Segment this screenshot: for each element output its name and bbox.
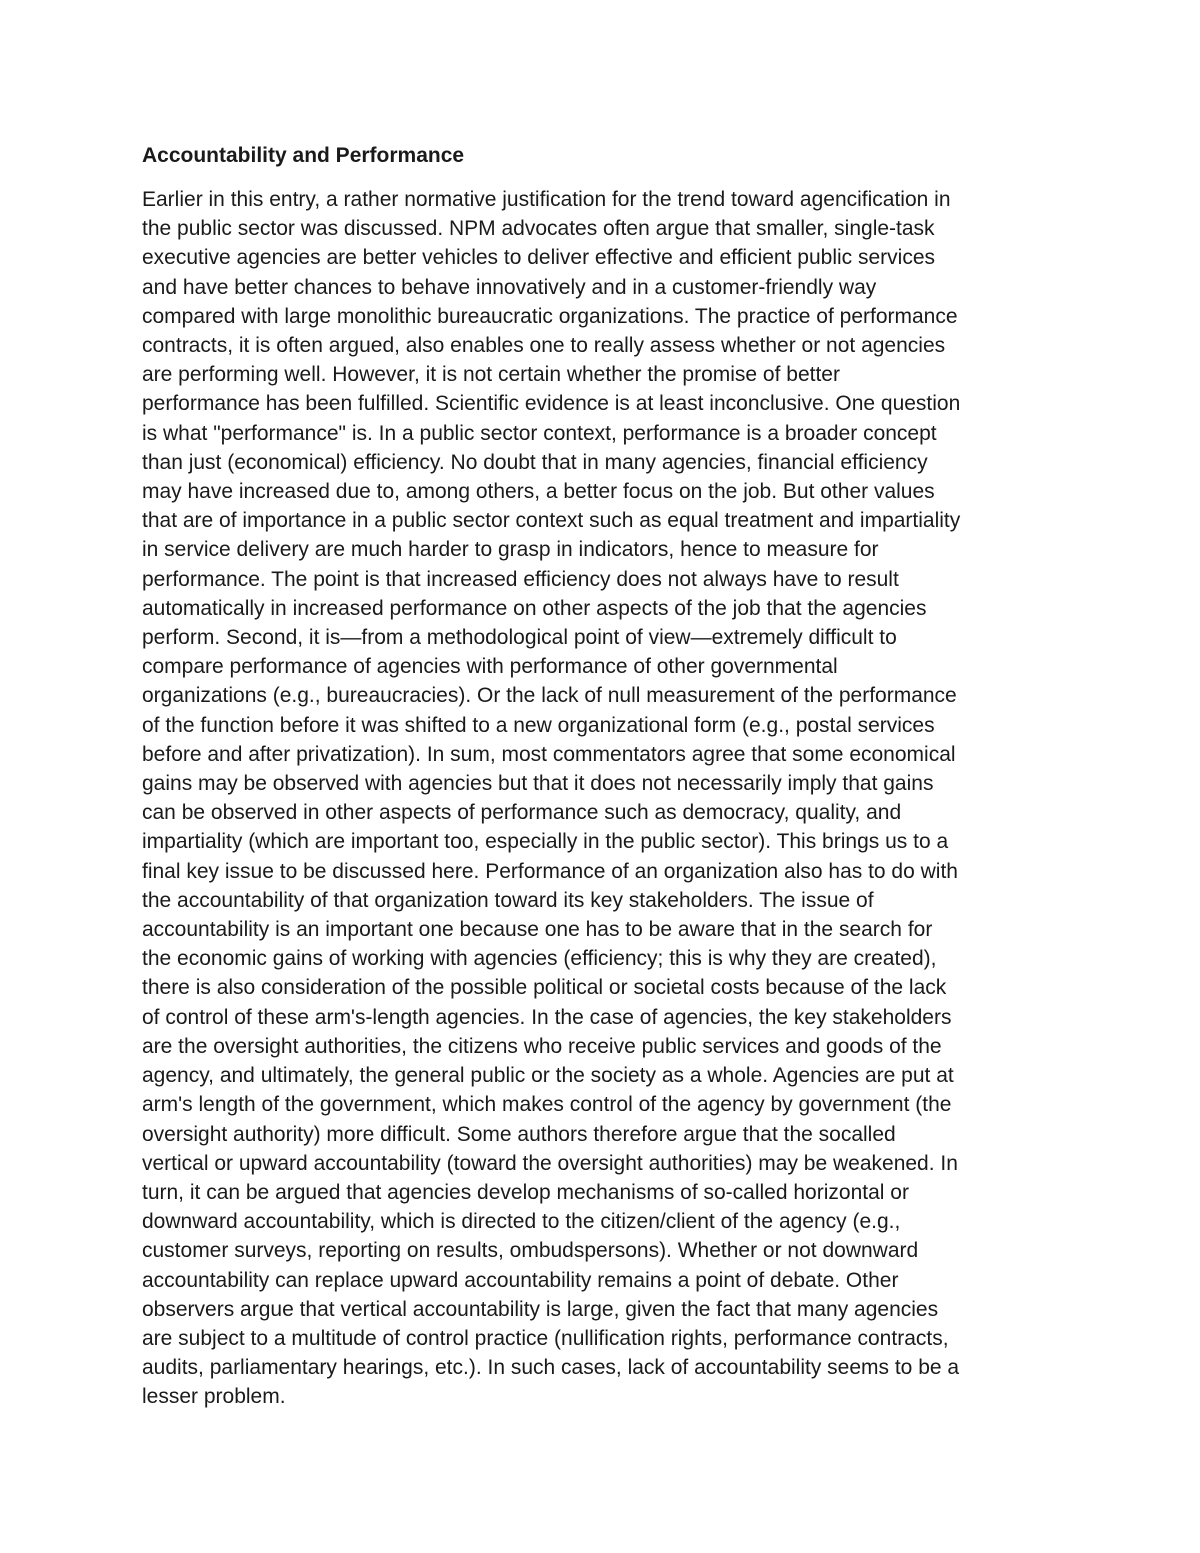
paragraph-line: performance has been fulfilled. Scientific evidence is at least inconclusive. One question [142, 392, 961, 416]
paragraph-line: contracts, it is often argued, also enables one to really assess whether or not agencies [142, 334, 946, 358]
paragraph-line: can be observed in other aspects of performance such as democracy, quality, and [142, 801, 902, 825]
paragraph-line: observers argue that vertical accountability is large, given the fact that many agencies [142, 1297, 939, 1321]
paragraph-line: may have increased due to, among others, a better focus on the job. But other values [142, 480, 935, 504]
paragraph-line: final key issue to be discussed here. Performance of an organization also has to do with [142, 859, 958, 883]
paragraph-line: gains may be observed with agencies but that it does not necessarily imply that gains [142, 772, 934, 796]
paragraph-line: oversight authority) more difficult. Some authors therefore argue that the socalled [142, 1122, 896, 1146]
paragraph-line: vertical or upward accountability (toward the oversight authorities) may be weakened. In [142, 1151, 958, 1175]
paragraph-line: are the oversight authorities, the citizens who receive public services and goods of the [142, 1034, 942, 1058]
paragraph-line: the public sector was discussed. NPM advocates often argue that smaller, single-task [142, 217, 935, 241]
paragraph-line: of the function before it was shifted to a new organizational form (e.g., postal services [142, 713, 935, 737]
paragraph-line: and have better chances to behave innovatively and in a customer-friendly way [142, 275, 877, 299]
paragraph-line: compare performance of agencies with performance of other governmental [142, 655, 838, 679]
paragraph-line: of control of these arm's-length agencies. In the case of agencies, the key stakeholders [142, 1005, 952, 1029]
paragraph-line: than just (economical) efficiency. No doubt that in many agencies, financial efficiency [142, 450, 928, 474]
document-content [142, 142, 1062, 1412]
paragraph-line: organizations (e.g., bureaucracies). Or the lack of null measurement of the performance [142, 684, 957, 708]
paragraph-line: is what "performance" is. In a public sector context, performance is a broader concept [142, 421, 937, 445]
paragraph-line: before and after privatization). In sum, most commentators agree that some economical [142, 742, 956, 766]
paragraph-line: performance. The point is that increased efficiency does not always have to result [142, 567, 899, 591]
paragraph-line: there is also consideration of the possible political or societal costs because of the lack [142, 976, 947, 1000]
paragraph-line: turn, it can be argued that agencies develop mechanisms of so-called horizontal or [142, 1180, 909, 1204]
paragraph-line: are subject to a multitude of control practice (nullification rights, performance contracts, [142, 1326, 949, 1350]
paragraph-line: the economic gains of working with agencies (efficiency; this is why they are created), [142, 947, 937, 971]
paragraph-line: perform. Second, it is—from a methodological point of view—extremely difficult to [142, 626, 897, 650]
paragraph-line: downward accountability, which is directed to the citizen/client of the agency (e.g., [142, 1210, 901, 1234]
paragraph-line: accountability can replace upward accountability remains a point of debate. Other [142, 1268, 899, 1292]
paragraph-line: agency, and ultimately, the general public or the society as a whole. Agencies are put at [142, 1064, 954, 1088]
paragraph-line: accountability is an important one because one has to be aware that in the search for [142, 918, 933, 942]
paragraph-line: arm's length of the government, which makes control of the agency by government (the [142, 1093, 952, 1117]
paragraph-line: impartiality (which are important too, especially in the public sector). This brings us to a [142, 830, 949, 854]
paragraph-line: automatically in increased performance on other aspects of the job that the agencies [142, 596, 927, 620]
paragraph-line: Earlier in this entry, a rather normative justification for the trend toward agencification in [142, 188, 951, 211]
paragraph-line: customer surveys, reporting on results, ombudspersons). Whether or not downward [142, 1239, 919, 1263]
section-heading: Accountability and Performance [142, 144, 465, 167]
paragraph-line: executive agencies are better vehicles to deliver effective and efficient public services [142, 246, 935, 270]
paragraph-line: compared with large monolithic bureaucratic organizations. The practice of performance [142, 304, 958, 328]
paragraph-line: lesser problem. [142, 1385, 286, 1409]
paragraph-line: audits, parliamentary hearings, etc.). In such cases, lack of accountability seems to be a [142, 1356, 960, 1380]
body-paragraph [142, 185, 1062, 1412]
paragraph-line: in service delivery are much harder to grasp in indicators, hence to measure for [142, 538, 879, 562]
paragraph-line: that are of importance in a public sector context such as equal treatment and impartiality [142, 509, 961, 533]
paragraph-line: are performing well. However, it is not certain whether the promise of better [142, 363, 840, 387]
paragraph-line: the accountability of that organization toward its key stakeholders. The issue of [142, 888, 874, 912]
